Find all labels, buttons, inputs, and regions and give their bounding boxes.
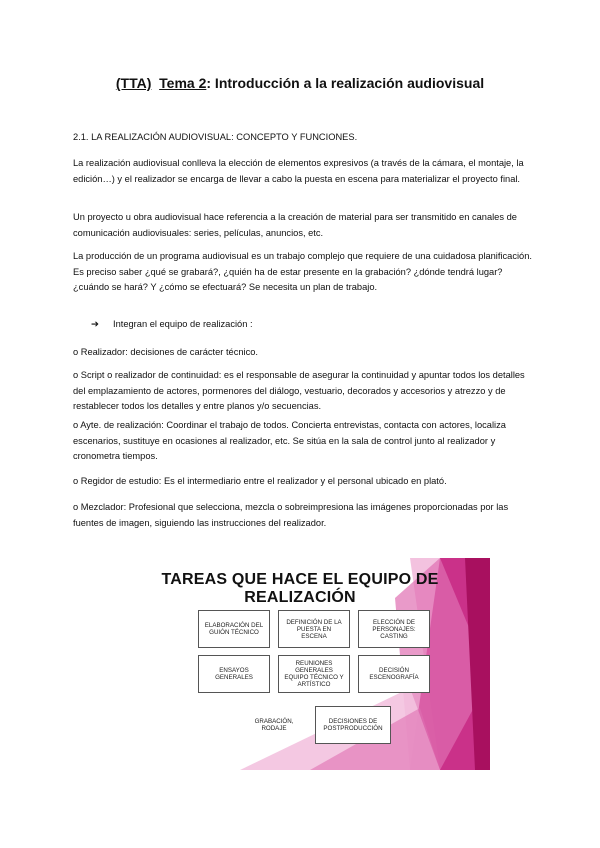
- role-realizador: o Realizador: decisiones de carácter técnico.: [73, 347, 259, 357]
- paragraph-proyecto: Un proyecto u obra audiovisual hace referencia a la creación de material para ser transmitido en canales de comunicación audiovisuales: series, películas, anuncios, etc.: [73, 212, 517, 238]
- role-mezclador: o Mezclador: Profesional que selecciona, mezcla o sobreimpresiona las imágenes proporcionadas por las fuentes de imagen, siguiendo las instrucciones del realizador.: [73, 502, 509, 528]
- title-main: Introducción a la realización audiovisual: [211, 75, 485, 91]
- arrow-icon: ➔: [91, 319, 99, 329]
- paragraph-produccion: La producción de un programa audiovisual es un trabajo complejo que requiere de una cuidadosa planificación. Es preciso saber ¿qué se grabará?, ¿quién ha de estar presente en la grabación? ¿dónde tendrá lugar? ¿cuándo se hará? Y ¿cómo se efectuará? Se necesita un plan de trabajo.: [73, 251, 532, 292]
- slide-image: [110, 558, 490, 770]
- title-colon: :: [206, 75, 212, 91]
- task-grabacion-rodaje: GRABACIÓN, RODAJE: [254, 718, 294, 732]
- role-ayte-realizacion: o Ayte. de realización: Coordinar el trabajo de todos. Concierta entrevistas, contacta con actores, localiza escenarios, sustituye en ocasiones al realizador, etc. Se sitúa en la sala de control junto al realizador y cronometra tiempos.: [73, 420, 506, 461]
- task-escenografia: DECISIÓN ESCENOGRAFÍA: [358, 655, 430, 693]
- title-tema: Tema 2: [159, 75, 207, 91]
- task-ensayos-generales: ENSAYOS GENERALES: [198, 655, 270, 693]
- slide-title: TAREAS QUE HACE EL EQUIPO DE REALIZACIÓN: [161, 571, 439, 606]
- role-regidor: o Regidor de estudio: Es el intermediario entre el realizador y el personal ubicado en plató.: [73, 476, 447, 486]
- task-puesta-en-escena: DEFINICIÓN DE LA PUESTA EN ESCENA: [278, 610, 350, 648]
- title-tag: (TTA): [115, 75, 152, 91]
- page-title: [0, 75, 600, 91]
- team-bullet-text: Integran el equipo de realización :: [113, 319, 253, 329]
- team-bullet: [91, 319, 253, 330]
- task-casting: ELECCIÓN DE PERSONAJES: CASTING: [358, 610, 430, 648]
- task-postproduccion: DECISIONES DE POSTPRODUCCIÓN: [315, 706, 391, 744]
- section-heading: 2.1. LA REALIZACIÓN AUDIOVISUAL: CONCEPTO Y FUNCIONES.: [73, 132, 358, 142]
- paragraph-realizacion: La realización audiovisual conlleva la elección de elementos expresivos (a través de la cámara, el montaje, la edición…) y el realizador se encarga de llevar a cabo la puesta en escena para materializar el proyecto final.: [73, 158, 524, 184]
- role-script: o Script o realizador de continuidad: es el responsable de asegurar la continuidad y apuntar todos los detalles del emplazamiento de actores, pormenores del diálogo, vestuario, decorados y accesorios y atrezzo y de restablecer todos los detalles y entre planos y/o secuencias.: [73, 370, 525, 411]
- task-reuniones-generales: REUNIONES GENERALES EQUIPO TÉCNICO Y ARTÍSTICO: [278, 655, 350, 693]
- task-guion-tecnico: ELABORACIÓN DEL GUIÓN TÉCNICO: [198, 610, 270, 648]
